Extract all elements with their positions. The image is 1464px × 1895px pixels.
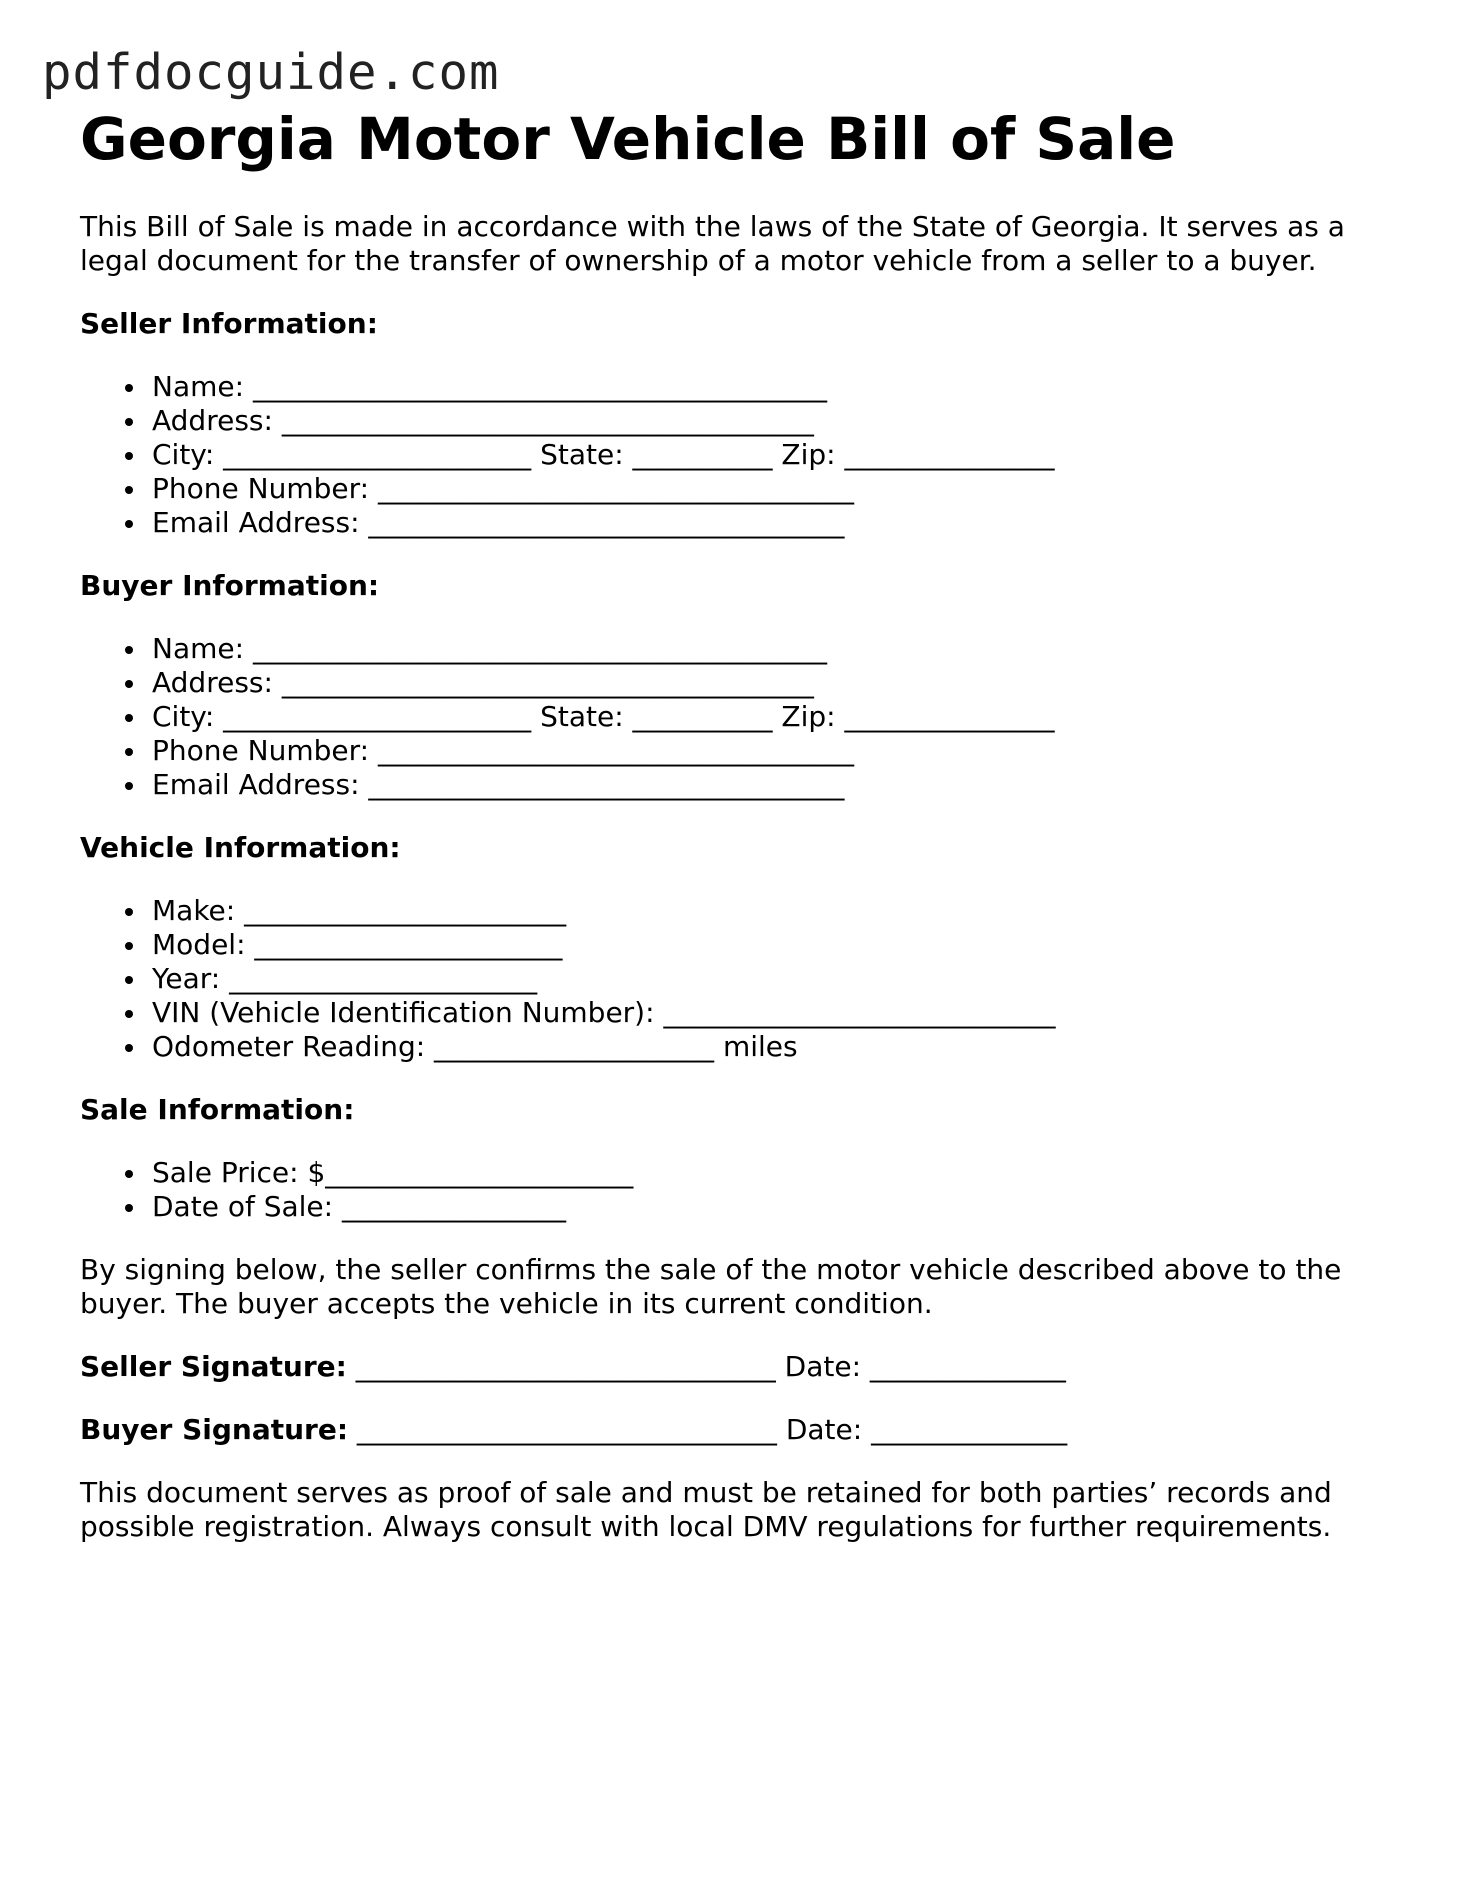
confirmation-paragraph: By signing below, the seller confirms the sale of the motor vehicle described above to the buyer. The buyer accepts the vehicle in its current condition.: [80, 1253, 1342, 1320]
bill-of-sale-document: [80, 104, 1390, 1544]
seller-email-field[interactable]: Email Address: __________________________________: [152, 506, 1390, 540]
seller-name-field[interactable]: Name: _________________________________________: [152, 370, 1390, 404]
seller-fields-list: [80, 370, 1390, 540]
buyer-fields-list: [80, 632, 1390, 802]
buyer-information-heading: Buyer Information:: [80, 569, 380, 602]
site-watermark: pdfdocguide.com: [42, 44, 500, 101]
seller-signature-blank[interactable]: ______________________________ Date: ______________: [346, 1350, 1066, 1383]
seller-information-heading: Seller Information:: [80, 307, 378, 340]
buyer-signature-label: Buyer Signature:: [80, 1413, 349, 1446]
vehicle-information-heading: Vehicle Information:: [80, 831, 401, 864]
vehicle-vin-field[interactable]: VIN (Vehicle Identification Number): ____________________________: [152, 996, 1390, 1030]
seller-phone-field[interactable]: Phone Number: __________________________________: [152, 472, 1390, 506]
seller-signature-line[interactable]: [80, 1350, 1390, 1384]
sale-fields-list: [80, 1156, 1390, 1224]
seller-address-field[interactable]: Address: ______________________________________: [152, 404, 1390, 438]
buyer-phone-field[interactable]: Phone Number: __________________________________: [152, 734, 1390, 768]
seller-city-state-zip-field[interactable]: City: ______________________ State: __________ Zip: _______________: [152, 438, 1390, 472]
buyer-city-state-zip-field[interactable]: City: ______________________ State: __________ Zip: _______________: [152, 700, 1390, 734]
buyer-signature-line[interactable]: [80, 1413, 1390, 1447]
vehicle-make-field[interactable]: Make: _______________________: [152, 894, 1390, 928]
vehicle-model-field[interactable]: Model: ______________________: [152, 928, 1390, 962]
vehicle-year-field[interactable]: Year: ______________________: [152, 962, 1390, 996]
page-title: Georgia Motor Vehicle Bill of Sale: [80, 105, 1176, 173]
buyer-email-field[interactable]: Email Address: __________________________________: [152, 768, 1390, 802]
seller-signature-label: Seller Signature:: [80, 1350, 347, 1383]
sale-information-heading: Sale Information:: [80, 1093, 355, 1126]
vehicle-fields-list: [80, 894, 1390, 1064]
buyer-address-field[interactable]: Address: ______________________________________: [152, 666, 1390, 700]
footer-paragraph: This document serves as proof of sale and must be retained for both parties’ records and possible registration. Always consult with local DMV regulations for further requirements.: [80, 1476, 1332, 1543]
sale-price-field[interactable]: Sale Price: $______________________: [152, 1156, 1390, 1190]
vehicle-odometer-field[interactable]: Odometer Reading: ____________________ miles: [152, 1030, 1390, 1064]
sale-date-field[interactable]: Date of Sale: ________________: [152, 1190, 1390, 1224]
buyer-signature-blank[interactable]: ______________________________ Date: ______________: [348, 1413, 1068, 1446]
buyer-name-field[interactable]: Name: _________________________________________: [152, 632, 1390, 666]
intro-paragraph: This Bill of Sale is made in accordance with the laws of the State of Georgia. It serves as a legal document for the transfer of ownership of a motor vehicle from a seller to a buyer.: [80, 210, 1345, 277]
